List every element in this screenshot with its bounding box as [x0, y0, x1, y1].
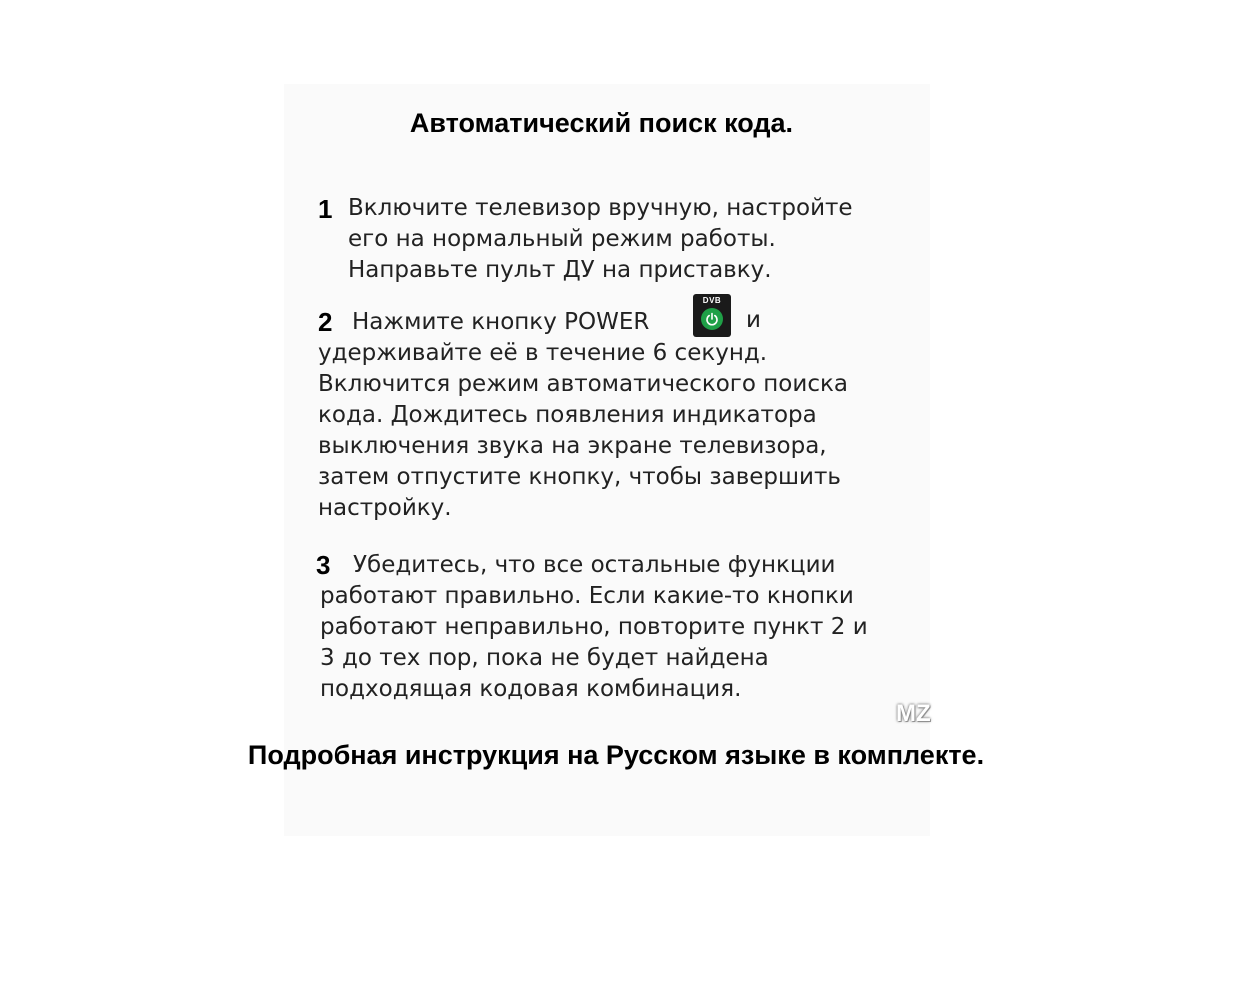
step-3-line: 3 до тех пор, пока не будет найдена	[320, 645, 769, 671]
step-1-line: Направьте пульт ДУ на приставку.	[348, 257, 772, 283]
step-3-text	[320, 581, 868, 705]
step-2-conjunction: и	[746, 307, 761, 333]
dvb-label: DVB	[702, 296, 722, 305]
footer-note: Подробная инструкция на Русском языке в комплекте.	[247, 740, 985, 770]
power-button-icon	[693, 294, 731, 337]
page-title: Автоматический поиск кода.	[409, 108, 794, 138]
step-2-line: выключения звука на экране телевизора,	[318, 433, 827, 459]
power-icon	[701, 308, 723, 330]
step-3-line: работают неправильно, повторите пункт 2 и	[320, 614, 868, 640]
step-1-line: его на нормальный режим работы.	[348, 226, 776, 252]
step-3-first-line: Убедитесь, что все остальные функции	[353, 552, 836, 578]
step-2-first-line: Нажмите кнопку POWER	[352, 309, 650, 335]
step-1-line: Включите телевизор вручную, настройте	[348, 195, 853, 221]
step-3-number: 3	[316, 550, 331, 580]
step-2-line: Включится режим автоматического поиска	[318, 371, 848, 397]
step-3-line: работают правильно. Если какие-то кнопки	[320, 583, 854, 609]
step-2-number: 2	[318, 307, 333, 337]
step-2-line: настройку.	[318, 495, 452, 521]
step-2-line: кода. Дождитесь появления индикатора	[318, 402, 817, 428]
step-2-line: удерживайте её в течение 6 секунд.	[318, 340, 768, 366]
step-1-text	[348, 193, 853, 286]
watermark: MZ	[896, 700, 931, 727]
step-2-line: затем отпустите кнопку, чтобы завершить	[318, 464, 841, 490]
step-1-number: 1	[318, 194, 333, 224]
step-2-text	[318, 338, 848, 524]
step-3-line: подходящая кодовая комбинация.	[320, 676, 742, 702]
